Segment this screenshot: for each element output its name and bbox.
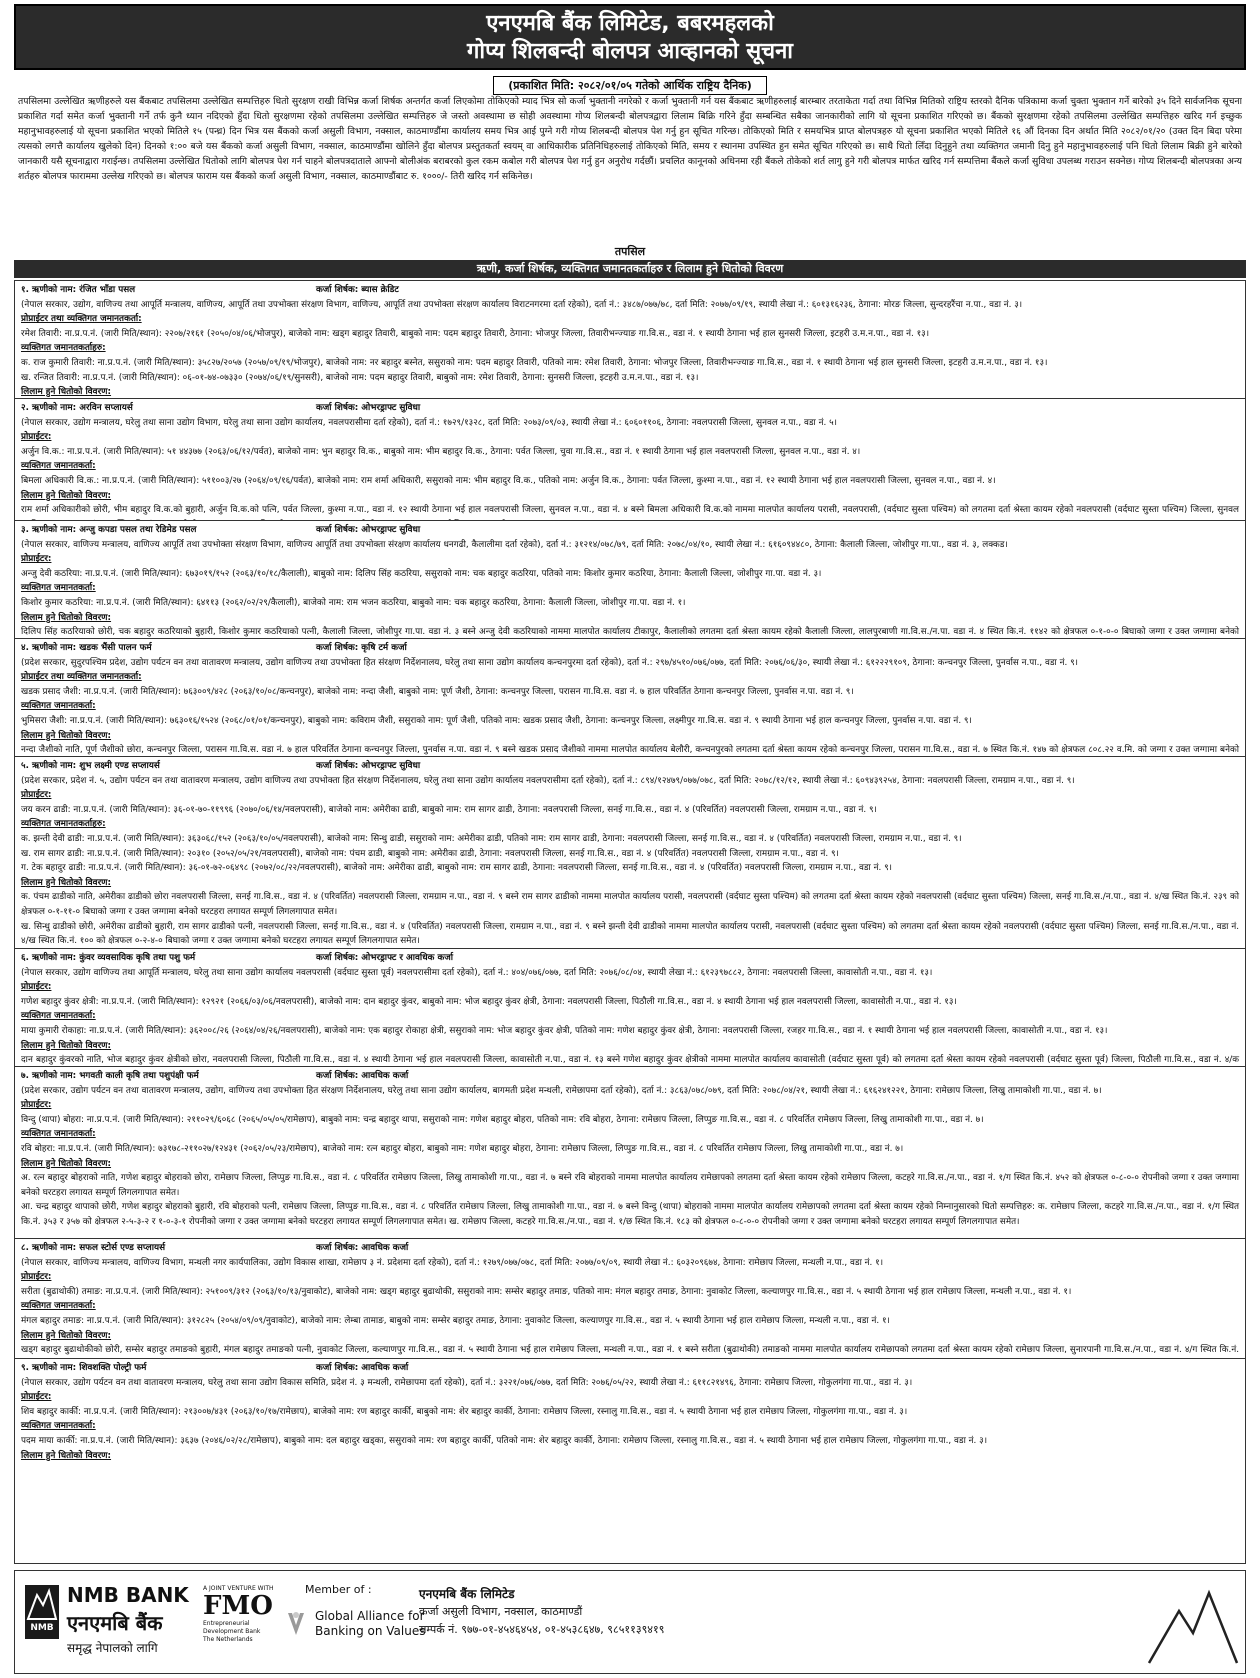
collateral-details: अ. रत्न बहादुर बोहराको नाति, गणेश बहादुर बोहराको छोरा, रामेछाप जिल्ला, लिप्पुङ गा.वि.स., वडा नं. ८ परिवर्तित रामेछाप जिल्ला, लिखु तामाकोशी गा.पा., वडा नं. ७ बस्ने रवि बोहराको नाममा मालपोत कार्यालय रामेछापको लगतमा दर्ता श्रेस्ता कायम रहेको रामेछाप जिल्ला, कटहरे गा.वि.स./न.पा., वडा नं. १/ग स्थित कि.नं. ४५२ को क्षेत्रफल ०-८-०-० रोपनीको जग्गा र उक्त जग्गामा बनेको घरटहरा लगायत सम्पूर्ण लिगलगापात समेत।: [21, 1173, 1239, 1198]
proprietor-details: अन्जु देवी कठरिया: ना.प्र.प.नं. (जारी मिति/स्थान): ६७३०१९/१५२ (२०६३/१०/१८/कैलाली), बाबुको नाम: दिलिप सिंह कठरिया, ससुराको नाम: चक बहादुर कठरिया, पतिको नाम: किशोर कुमार कठरिया, ठेगाना: कैलाली जिल्ला, जोशीपुर गा.पा. वडा नं. ३।: [21, 568, 822, 579]
collateral-label: लिलाम हुने धितोको विवरण:: [21, 1040, 112, 1051]
guarantor-label: व्यक्तिगत जमानतकर्ता:: [21, 1301, 96, 1312]
guarantor-details: ग. टेक बहादुर ढाडी: ना.प्र.प.नं. (जारी मिति/स्थान): ३६-०१-७२-०६४९८ (२०७२/०८/२२/नवलपरासी), बाजेको नाम: अमेरीका ढाडी, बाबुको नाम: राम सागर ढाडी, ठेगाना: नवलपरासी जिल्ला, सनई गा.वि.स., वडा नं. ४ (परिवर्तित) नवलपरासी जिल्ला, रामग्राम न.पा., वडा नं. ९।: [21, 863, 892, 874]
gabv-name: Global Alliance for Banking on Values: [315, 1609, 426, 1638]
entry-header: [21, 759, 1239, 774]
borrower-entry: [15, 757, 1245, 949]
loan-type: कर्जा शिर्षक: ओभरड्राफ्ट र आवधिक कर्जा: [316, 953, 453, 963]
proprietor-details: खडक प्रसाद जैशी: ना.प्र.प.नं. (जारी मिति/स्थान): ७६३००९/४२८ (२०६३/१०/०८/कन्चनपुर), बाजेको नाम: नन्दा जैशी, बाबुको नाम: पूर्ण जैशी, ठेगाना: कन्चनपुर जिल्ला, परासन गा.वि.स. वडा नं. ७ हाल परिवर्तित ठेगाना कन्चनपुर जिल्ला, पुनर्वास न.पा. वडा नं. ९।: [21, 686, 854, 697]
gabv-logo: [285, 1583, 425, 1663]
registration-details: (प्रदेश सरकार, प्रदेश नं. ५, उद्योग पर्यटन वन तथा वातावरण मन्त्रालय, उद्योग वाणिज्य तथा उपभोक्ता हित संरक्षण निर्देशनालय, घरेलु तथा साना उद्योग कार्यालय नवलपरासीमा दर्ता रहेको), दर्ता नं.: ८९४/१२४७९/०७७/०७८, दर्ता मिति: २०७८/१२/१२, स्थायी लेखा नं.: ६०९४३९२५४, ठेगाना: नवलपरासी जिल्ला, रामग्राम न.पा., वडा नं. ९।: [21, 775, 1075, 786]
intro-paragraph: तपसिलमा उल्लेखित ऋणीहरुले यस बैंकबाट तपसिलमा उल्लेखित सम्पत्तिहरु धितो सुरक्षण राखी विभिन्न कर्जा शिर्षक अन्तर्गत कर्जा लिएकोमा तोकिएको म्याद भित्र सो कर्जा भुक्तानी नगरेको र कर्जा भुक्तानी गर्न यस बैंकबाट ऋणीहरुलाई बारम्बार तरताकेता गर्दा तथा विभिन्न मितिको राष्ट्रिय स्तरको दैनिक पत्रिकामा कर्जा चुक्ता भुक्तान गर्ने बारेको ३५ दिने सार्वजनिक सूचना प्रकाशित गर्दा समेत कर्जा भुक्तानी गर्ने तर्फ कुनै ध्यान नदिएको हुँदा धितो सुरक्षणमा रहेको तपसिलमा उल्लेखित सम्पत्तिहरु जे जस्तो अवस्थामा छ सोही अवस्थामा गोप्य शिलबन्दी बोलपत्रद्वारा लिलाम बिक्रि गरिने हुँदा सम्बन्धित सबैका जानकारीको लागि यो सूचना प्रकाशित गरिएको छ। बैंकको सुरक्षणमा रहेको तपसिलमा उल्लेखित सम्पत्तिहरु खरिद गर्न इच्छुक महानुभावहरुलाई यो सूचना प्रकाशित भएको मितिले १५ (पन्ध्र) दिन भित्र यस बैंकको कर्जा असुली विभाग, नक्साल, काठमाण्डौंमा कार्यालय समय भित्र आई पुग्ने गरी गोप्य शिलबन्दी बोलपत्र पेश गर्नु हुन सूचित गरिन्छ। तोकिएको मिति र समयभित्र प्राप्त बोलपत्रहरु यो सूचना प्रकाशित भएको मितिले १६ औं दिनका दिन अर्थात मिति २०८२/०१/२० (उक्त दिन बिदा परेमा त्यसको लगत्तै कार्यालय खुलेको दिन) दिनको १:०० बजे यस बैंकको कर्जा असुली विभाग, नक्साल, काठमाण्डौंमा खोलिने हुँदा बोलपत्र प्रस्तुतकर्ता स्वयम् वा आधिकारीक प्रतिनिधिहरुलाई तोकिएको मिति, समय र स्थानमा उपस्थित हुन समेत सूचित गरिएको छ। साथै धितो लिँदा दिनुहुने तथा व्यक्तिगत जमानी दिनु हुने महानुभावहरुलाई पनि धितो लिलाम बिक्री हुने बारेको जानकारी यसै सूचनाद्वारा गराईन्छ। तपसिलमा उल्लेखित धितोको लागि बोलपत्र पेश गर्न चाहने बोलपत्रदाताले आफ्नो बोलीअंक बराबरको कुल रकम कबोल गरी बोलपत्र पेश गर्नु हुन अनुरोध गर्दछौं। प्रचलित कानूनको अधिनमा रही बैंकले तोकेको शर्त लागु हुने गरी बोलपत्र मार्फत खरिद गर्न सम्पत्तिमा बैंकले कर्जा सुविधा उपलब्ध गराउन सक्नेछ। गोप्य शिलबन्दी बोलपत्रका अन्य शर्तहरु बोलपत्र फाराममा उल्लेख गरिएको छ। बोलपत्र फाराम यस बैंकको कर्जा असुली विभाग, नक्साल, काठमाण्डौंबाट रु. १०००/- तिरी खरिद गर्न सकिनेछ।: [18, 96, 1242, 182]
collateral-details-2: ख. सिन्धु ढाडीको छोरी, अमेरीका ढाडीको बुहारी, राम सागर ढाडीको पत्नी, नवलपरासी जिल्ला, सनई गा.वि.स., वडा नं. ४ (परिवर्तित) नवलपरासी जिल्ला, रामग्राम न.पा., वडा नं. ९ बस्ने झन्ती देवी ढाडीको नाममा मालपोत कार्यालय परासी, नवलपरासी (वर्दघाट सुस्ता पश्चिम) को लगतमा दर्ता श्रेस्ता कायम रहेको नवलपरासी (वर्दघाट सुस्ता पश्चिम) जिल्ला, सनई गा.वि.स./न.पा., वडा नं. ४/ख स्थित कि.नं. १०० को क्षेत्रफल ०-२-४-० बिघाको जग्गा र उक्त जग्गामा बनेको घरटहरा लगायत सम्पूर्ण लिगलगापात समेत।: [21, 921, 1239, 947]
collateral-details: खड्ग बहादुर बुढाथोकीको छोरी, सम्सेर बहादुर तमाङको बुहारी, मंगल बहादुर तमाङको पत्नी, नुवाकोट जिल्ला, कल्याणपुर गा.वि.स., वडा नं. ५ स्थायी ठेगाना भई हाल रामेछाप जिल्ला, मन्थली न.पा., वडा नं. १ बस्ने सरीता (बुढाथोकी) तमाङको नाममा मालपोत कार्यालय रामेछापको लगतमा दर्ता श्रेस्ता कायम रहेको रामेछाप जिल्ला, सुनारपानी गा.वि.स./न.पा., वडा नं. ४/ग स्थित कि.नं.: [21, 1345, 1239, 1356]
notice-page: [14, 0, 1246, 1678]
notice-title-line2: गोप्य शिलबन्दी बोलपत्र आव्हानको सूचना: [466, 39, 793, 64]
borrower-entry: [15, 949, 1245, 1067]
entry-header: [21, 1241, 1239, 1256]
publication-date: [14, 74, 1246, 95]
proprietor-label: प्रोप्राईटर:: [21, 1392, 52, 1403]
proprietor-label: प्रोप्राईटर तथा व्यक्तिगत जमानतकर्ता:: [21, 314, 142, 325]
publication-date-text: (प्रकाशित मिति: २०८२/०१/०५ गतेको आर्थिक राष्ट्रिय दैनिक): [493, 76, 767, 95]
borrower-entry: [15, 1067, 1245, 1239]
borrower-entry: [15, 521, 1245, 639]
proprietor-label: प्रोप्राईटर:: [21, 554, 52, 565]
guarantor-details: मंगल बहादुर तमाङ: ना.प्र.प.नं. (जारी मिति/स्थान): ३१२८२५ (२०५४/०९/०९/नुवाकोट), बाजेको नाम: लेम्बा तामाङ, बाबुको नाम: सम्सेर बहादुर तमाङ, ठेगाना: नुवाकोट जिल्ला, कल्याणपुर गा.वि.स., वडा नं. ५ स्थायी ठेगाना भई हाल रामेछाप जिल्ला, मन्थली न.पा., वडा नं. १।: [21, 1315, 890, 1326]
footer: [14, 1570, 1246, 1674]
collateral-label: लिलाम हुने धितोको विवरण:: [21, 1158, 112, 1169]
mountain-decoration-icon: [1147, 1589, 1239, 1667]
contact-department: कर्जा असुली विभाग, नक्साल, काठमाण्डौं: [419, 1605, 583, 1618]
registration-details: (नेपाल सरकार, उद्योग मन्त्रालय, घरेलु तथा साना उद्योग विभाग, घरेलु तथा साना उद्योग कार्यालय, नवलपरासीमा दर्ता रहेको), दर्ता नं.: १७२९/१३२८, दर्ता मिति: २०७३/०९/०३, स्थायी लेखा नं.: ६०६०११०६, ठेगाना: नवलपरासी जिल्ला, सुनवल न.पा., वडा नं. ५।: [21, 417, 837, 428]
guarantor-label: व्यक्तिगत जमानतकर्ता:: [21, 1011, 96, 1022]
guarantor-label: व्यक्तिगत जमानतकर्ता:: [21, 583, 96, 594]
proprietor-details: जय करन ढाडी: ना.प्र.प.नं. (जारी मिति/स्थान): ३६-०१-७०-११९९६ (२०७०/०६/१४/नवलपरासी), बाजेको नाम: अमेरीका ढाडी, बाबुको नाम: राम सागर ढाडी, ठेगाना: नवलपरासी जिल्ला, सनई गा.वि.स., वडा नं. ४ (परिवर्तित) नवलपरासी जिल्ला, रामग्राम न.पा., वडा नं. ९।: [21, 804, 877, 815]
fmo-joint-venture-label: A JOINT VENTURE WITH: [203, 1585, 274, 1592]
registration-details: (नेपाल सरकार, उद्योग, वाणिज्य तथा आपूर्ति मन्त्रालय, वाणिज्य, आपूर्ति तथा उपभोक्ता संरक्षण विभाग, वाणिज्य, आपूर्ति तथा उपभोक्ता संरक्षण कार्यालय विराटनगरमा दर्ता रहेको), दर्ता नं.: ३४८७/०७७/७८, दर्ता मिति: २०७७/०९/१९, स्थायी लेखा नं.: ६०१३१६२३६, ठेगाना: मोरङ जिल्ला, सुन्दरहरैंचा न.पा., वडा नं. ३।: [21, 299, 1023, 310]
guarantor-label: व्यक्तिगत जमानतकर्ता:: [21, 701, 96, 712]
guarantor-label: व्यक्तिगत जमानतकर्ता:: [21, 1421, 96, 1432]
loan-type: कर्जा शिर्षक: आवधिक कर्जा: [316, 1243, 409, 1253]
collateral-details: दान बहादुर कुंवरको नाति, भोज बहादुर कुंवर क्षेत्रीको छोरा, नवलपरासी जिल्ला, पिठौली गा.वि.स., वडा नं. ४ स्थायी ठेगाना भई हाल नवलपरासी जिल्ला, कावासोती न.पा., वडा नं. १३ बस्ने गणेश बहादुर कुंवर क्षेत्रीको नाममा मालपोत कार्यालय कावासोती (वर्दघाट सुस्ता पूर्व) को लगतमा दर्ता श्रेस्ता कायम रहेको नवलपरासी (वर्दघाट सुस्ता पूर्व) जिल्ला, पिठौली गा.वि.स., वडा नं. ४/क: [21, 1055, 1239, 1066]
borrower-entry: [15, 1359, 1245, 1463]
borrower-entry: [15, 399, 1245, 521]
guarantor-details: क. राज कुमारी तिवारी: ना.प्र.प.नं. (जारी मिति/स्थान): ३५८२७/२०५७ (२०५७/०९/१९/भोजपुर), बाजेको नाम: नर बहादुर बस्नेत, ससुराको नाम: पदम बहादुर तिवारी, पतिको नाम: रमेश तिवारी, ठेगाना: भोजपुर जिल्ला, तिवारीभन्ज्याङ गा.वि.स., वडा नं. १ स्थायी ठेगाना भई हाल सुनसरी जिल्ला, इटहरी उ.म.न.पा., वडा नं. १३।: [21, 357, 1048, 368]
collateral-label: लिलाम हुने धितोको विवरण:: [21, 1450, 112, 1461]
guarantor-details: ख. राम सागर ढाडी: ना.प्र.प.नं. (जारी मिति/स्थान): २०३१० (२०५२/०५/२१/नवलपरासी), बाजेको नाम: पंचम ढाडी, बाबुको नाम: अमेरीका ढाडी, ठेगाना: नवलपरासी जिल्ला, सनई गा.वि.स., वडा नं. ४ (परिवर्तित) नवलपरासी जिल्ला, रामग्राम न.पा., वडा नं. ९।: [21, 848, 839, 859]
borrower-name: ५. ऋणीको नाम: शुभ लक्ष्मी एण्ड सप्लायर्स: [21, 761, 160, 771]
borrower-entry: [15, 639, 1245, 757]
collateral-label: लिलाम हुने धितोको विवरण:: [21, 877, 112, 888]
borrower-name: ९. ऋणीको नाम: शिवशक्ति पोल्ट्री फर्म: [21, 1363, 147, 1373]
entry-header: [21, 283, 1239, 298]
nmb-bank-logo: [25, 1581, 189, 1661]
loan-type: कर्जा शिर्षक: ओभरड्राफ्ट सुविधा: [316, 403, 421, 413]
loan-type: कर्जा शिर्षक: ब्यास क्रेडिट: [316, 285, 399, 295]
borrower-name: १. ऋणीको नाम: रंजित भाँडा पसल: [21, 285, 136, 295]
borrower-entry: [15, 1239, 1245, 1359]
guarantor-label: व्यक्तिगत जमानतकर्ता:: [21, 1129, 96, 1140]
proprietor-label: प्रोप्राईटर:: [21, 1272, 52, 1283]
nmb-bank-name-nepali: एनएमबि बैंक: [67, 1611, 163, 1635]
entry-header: [21, 1361, 1239, 1376]
collateral-details-2: आ. चन्द्र बहादुर थापाको छोरी, गणेश बहादुर बोहराको बुहारी, रवि बोहराको पत्नी, रामेछाप जिल्ला, लिप्पुङ गा.वि.स., वडा नं. ८ परिवर्तित रामेछाप जिल्ला, लिखु तामाकोशी गा.पा., वडा नं. ७ बस्ने विन्दु (थापा) बोहराको नाममा मालपोत कार्यालय रामेछापको लगतमा दर्ता श्रेस्ता कायम रहेको निम्नानुसारको धितो सम्पत्तिहरु: क. रामेछाप जिल्ला, कटहरे गा.वि.स./न.पा., वडा नं. १/ग स्थित कि.नं. ३५३ र ३५७ को क्षेत्रफल २-५-३-२ र १-०-३-१ रोपनीको जग्गा र उक्त जग्गामा बनेको घरटहरा लगायत सम्पूर्ण लिगलगापात समेत। ख. रामेछाप जिल्ला, कटहरे गा.वि.स./न.पा., वडा नं. १/छ स्थित कि.नं. १८३ को क्षेत्रफल ०-८-०-० रोपनीको जग्गा र उक्त जग्गामा बनेको घरटहरा लगायत सम्पूर्ण लिगलगापात समेत।: [21, 1202, 1239, 1227]
loan-type: कर्जा शिर्षक: ओभरड्राफ्ट सुविधा: [316, 761, 421, 771]
entry-header: [21, 641, 1239, 656]
registration-details: (नेपाल सरकार, उद्योग पर्यटन वन तथा वातावरण मन्त्रालय, घरेलु तथा साना उद्योग विकास समिति, प्रदेश नं. ३ मन्थली, रामेछापमा दर्ता रहेको), दर्ता नं.: ३२२१/०७६/०७७, दर्ता मिति: २०७६/०५/२२, स्थायी लेखा नं.: ६११८२१४९६, ठेगाना: रामेछाप जिल्ला, गोकुलगंगा गा.पा., वडा नं. ३।: [21, 1377, 913, 1388]
borrower-entry: [15, 281, 1245, 399]
gabv-leaf-icon: [285, 1609, 307, 1639]
guarantor-label: व्यक्तिगत जमानतकर्ताहरु:: [21, 819, 106, 830]
entry-header: [21, 1069, 1239, 1084]
nmb-mountain-mark-icon: [25, 1585, 59, 1621]
collateral-label: लिलाम हुने धितोको विवरण:: [21, 387, 112, 398]
nmb-logo-icon: NMB: [25, 1585, 59, 1639]
collateral-label: लिलाम हुने धितोको विवरण:: [21, 490, 112, 501]
fmo-name: FMO: [203, 1591, 273, 1621]
proprietor-details: अर्जुन वि.क.: ना.प्र.प.नं. (जारी मिति/स्थान): ५१ ४४३७७ (२०६३/०६/१२/पर्वत), बाजेको नाम: भुन बहादुर वि.क., बाबुको नाम: भीम बहादुर वि.क., ठेगाना: पर्वत जिल्ला, चुवा गा.वि.स., वडा नं. १ स्थायी ठेगाना भई हाल नवलपरासी जिल्ला, सुनवल न.पा., वडा नं. ४।: [21, 446, 861, 457]
guarantor-details: माया कुमारी रोकाहा: ना.प्र.प.नं. (जारी मिति/स्थान): ३६२००८/२६ (२०६४/०४/२६/नवलपरासी), बाजेको नाम: एक बहादुर रोकाहा क्षेत्री, ससुराको नाम: भोज बहादुर कुंवर क्षेत्री, पतिको नाम: गणेश बहादुर कुंवर क्षेत्री, ठेगाना: नवलपरासी जिल्ला, रजहर गा.वि.स., वडा नं. १ स्थायी ठेगाना भई हाल नवलपरासी जिल्ला, कावासोती न.पा., वडा नं. १३।: [21, 1025, 1108, 1036]
collateral-label: लिलाम हुने धितोको विवरण:: [21, 730, 112, 741]
registration-details: (नेपाल सरकार, वाणिज्य मन्त्रालय, वाणिज्य आपूर्ति तथा उपभोक्ता संरक्षण विभाग, वाणिज्य आपूर्ति तथा उपभोक्ता संरक्षण कार्यालय धनगढी, कैलालीमा दर्ता रहेको), दर्ता नं.: ३१२१४/०७८/७९, दर्ता मिति: २०७८/०४/१०, स्थायी लेखा नं.: ६१६०९४४८०, ठेगाना: कैलाली जिल्ला, जोशीपुर गा.पा., वडा नं. ३, लक्कड।: [21, 539, 1008, 550]
entry-header: [21, 523, 1239, 538]
collateral-details: राम शर्मा अधिकारीको छोरी, भीम बहादुर वि.क.को बुहारी, अर्जुन वि.क.को पत्नि, पर्वत जिल्ला, कुश्मा न.पा., वडा नं. १२ स्थायी ठेगाना भई हाल नवलपरासी जिल्ला, सुनवल न.पा., वडा नं. ४ बस्ने बिमला अधिकारी वि.क.को नाममा मालपोत कार्यालय परासी, नवलपरासी, (वर्दघाट सुस्ता पश्चिम) को लगतमा दर्ता श्रेस्ता कायम रहेको नवलपरासी (वर्दघाट सुस्ता पश्चिम) जिल्ला, सुनवल: [21, 505, 1239, 516]
proprietor-label: प्रोप्राईटर:: [21, 432, 52, 443]
registration-details: (नेपाल सरकार, उद्योग वाणिज्य तथा आपूर्ति मन्त्रालय, घरेलु तथा साना उद्योग कार्यालय नवलपरासी (वर्दघाट सुस्ता पूर्व) नवलपरासीमा दर्ता रहेको), दर्ता नं.: ४०४/०७६/०७७, दर्ता मिति: २०७६/०८/०४, स्थायी लेखा नं.: ६१२३९७८८२, ठेगाना: नवलपरासी जिल्ला, कावासोती न.पा., वडा नं. १३।: [21, 967, 933, 978]
proprietor-label: प्रोप्राईटर:: [21, 1100, 52, 1111]
contact-block: [419, 1585, 739, 1639]
loan-type: कर्जा शिर्षक: आवधिक कर्जा: [316, 1071, 409, 1081]
entry-header: [21, 951, 1239, 966]
notice-title-block: [14, 4, 1246, 70]
borrower-name: ६. ऋणीको नाम: कुंवर व्यवसायिक कृषि तथा पशु फर्म: [21, 953, 196, 963]
proprietor-label: प्रोप्राईटर:: [21, 982, 52, 993]
borrower-entries: [14, 280, 1246, 1564]
guarantor-details: ख. रन्जित तिवारी: ना.प्र.प.नं. (जारी मिति/स्थान): ०६-०१-७४-०७३३० (२०७४/०६/१९/सुनसरी), बाजेको नाम: पदम बहादुर तिवारी, बाबुको नाम: रमेश तिवारी, ठेगाना: सुनसरी जिल्ला, इटहरी उ.म.न.पा., वडा नं. १३।: [21, 372, 699, 383]
contact-bank-name: एनएमबि बैंक लिमिटेड: [419, 1587, 515, 1601]
tapsil-heading: तपसिल: [614, 245, 646, 258]
guarantor-details: रवि बोहरा: ना.प्र.प.नं. (जारी मिति/स्थान): ७३१७८-२११०२७/१२४३१ (२०६२/०५/२३/रामेछाप), बाजेको नाम: रत्न बहादुर बोहरा, बाबुको नाम: गणेश बहादुर बोहरा, ठेगाना: रामेछाप जिल्ला, लिप्पुङ गा.वि.स., वडा नं. ८ परिवर्तित रामेछाप जिल्ला, लिखु तामाकोशी गा.पा., वडा नं. ७।: [21, 1143, 904, 1154]
loan-type: कर्जा शिर्षक: आवधिक कर्जा: [316, 1363, 409, 1373]
borrower-name: ८. ऋणीको नाम: सफल स्टोर्स एण्ड सप्लायर्स: [21, 1243, 166, 1253]
guarantor-details: पदम माया कार्की: ना.प्र.प.नं. (जारी मिति/स्थान): ३६३७ (२०४६/०२/२८/रामेछाप), बाबुको नाम: दल बहादुर खड्का, ससुराको नाम: रण बहादुर कार्की, पतिको नाम: शेर बहादुर कार्की, ठेगाना: रामेछाप जिल्ला, रस्नालु गा.वि.स., वडा नं. ५ स्थायी ठेगाना भई हाल रामेछाप जिल्ला, गोकुलगंगा गा.पा., वडा नं. ३।: [21, 1435, 988, 1446]
collateral-label: लिलाम हुने धितोको विवरण:: [21, 1330, 112, 1341]
proprietor-label: प्रोप्राईटर तथा व्यक्तिगत जमानतकर्ता:: [21, 672, 142, 683]
proprietor-details: विन्दु (थापा) बोहरा: ना.प्र.प.नं. (जारी मिति/स्थान): २११०२९/६०६८ (२०६५/०५/०५/रामेछाप), बाबुको नाम: चन्द्र बहादुर थापा, ससुराको नाम: गणेश बहादुर बोहरा, पतिको नाम: रवि बोहरा, ठेगाना: रामेछाप जिल्ला, लिप्पुङ गा.वि.स., वडा नं. ८ परिवर्तित रामेछाप जिल्ला, लिखु तामाकोशी गा.पा., वडा नं. ७।: [21, 1114, 984, 1125]
guarantor-details: भुमिसरा जैशी: ना.प्र.प.नं. (जारी मिति/स्थान): ७६३०१६/१५२४ (२०६८/०१/०१/कन्चनपुर), बाबुको नाम: कविराम जैशी, ससुराको नाम: पूर्ण जैशी, पतिको नाम: खडक प्रसाद जैशी, ठेगाना: कन्चनपुर जिल्ला, लक्ष्मीपुर गा.वि.स. वडा नं. ९ स्थायी ठेगाना भई हाल कन्चनपुर जिल्ला, पुनर्वास न.पा. वडा नं. ९।: [21, 715, 972, 726]
collateral-details: नन्दा जैशीको नाति, पूर्ण जैशीको छोरा, कन्चनपुर जिल्ला, परासन गा.वि.स. वडा नं. ७ हाल परिवर्तित ठेगाना कन्चनपुर जिल्ला, पुनर्वास न.पा. वडा नं. ९ बस्ने खडक प्रसाद जैशीको नाममा मालपोत कार्यालय बेलौरी, कन्चनपुरको लगतमा दर्ता श्रेस्ता कायम रहेको कन्चनपुर जिल्ला, परासन गा.वि.स., वडा नं. ७ स्थित कि.नं. १४७ को क्षेत्रफल ८०८.२२ व.मि. को जग्गा र उक्त जग्गामा बनेको: [21, 745, 1239, 756]
collateral-details: दिलिप सिंह कठरियाको छोरी, चक बहादुर कठरियाको बुहारी, किशोर कुमार कठरियाको पत्नी, कैलाली जिल्ला, जोशीपुर गा.पा. वडा नं. ३ बस्ने अन्जु देवी कठरियाको नाममा मालपोत कार्यालय टीकापुर, कैलालीको लगतमा दर्ता श्रेस्ता कायम रहेको कैलाली जिल्ला, लालपुरबाणी गा.वि.स./न.पा. वडा नं. ४ स्थित कि.नं. ११४२ को क्षेत्रफल ०-१-०-० बिघाको जग्गा र उक्त जग्गामा बनेको: [21, 627, 1239, 638]
proprietor-details: सरीता (बुढाथोकी) तमाङ: ना.प्र.प.नं. (जारी मिति/स्थान): २५१००९/३१२ (२०६३/१०/१३/नुवाकोट), बाजेको नाम: खड्ग बहादुर बुढाथोकी, ससुराको नाम: सम्सेर बहादुर तमाङ, पतिको नाम: मंगल बहादुर तमाङ, ठेगाना: नुवाकोट जिल्ला, कल्याणपुर गा.वि.स., वडा नं. ५ स्थायी ठेगाना भई हाल रामेछाप जिल्ला, मन्थली न.पा., वडा नं. १।: [21, 1286, 1072, 1297]
fmo-logo: [203, 1585, 283, 1665]
details-table-title: ऋणी, कर्जा शिर्षक, व्यक्तिगत जमानतकर्ताहरु र लिलाम हुने धितोको विवरण: [14, 260, 1246, 278]
loan-type: कर्जा शिर्षक: कृषि टर्म कर्जा: [316, 643, 407, 653]
borrower-name: २. ऋणीको नाम: अरविन सप्लायर्स: [21, 403, 133, 413]
nmb-bank-name: NMB BANK: [67, 1583, 189, 1607]
collateral-label: लिलाम हुने धितोको विवरण:: [21, 612, 112, 623]
guarantor-details: बिमला अधिकारी वि.क.: ना.प्र.प.नं. (जारी मिति/स्थान): ५११००३/२७ (२०६४/०९/१६/पर्वत), बाजेको नाम: राम शर्मा अधिकारी, ससुराको नाम: भीम बहादुर वि.क., पतिको नाम: अर्जुन वि.क., ठेगाना: पर्वत जिल्ला, कुश्मा न.पा., वडा नं. १२ स्थायी ठेगाना भई हाल नवलपरासी जिल्ला, सुनवल न.पा., वडा नं. ४।: [21, 475, 996, 486]
contact-phone: सम्पर्क नं. ९७७-०१-४५४६४५४, ०१-४५३८६४७, ९८५११३९४१९: [419, 1623, 665, 1636]
member-of-label: Member of :: [305, 1583, 372, 1596]
proprietor-label: प्रोप्राईटर:: [21, 790, 52, 801]
notice-title-line1: एनएमबि बैंक लिमिटेड, बबरमहलको: [486, 11, 774, 36]
borrower-name: ३. ऋणीको नाम: अन्जु कपडा पसल तथा रेडिमेड पसल: [21, 525, 197, 535]
loan-type: कर्जा शिर्षक: ओभरड्राफ्ट सुविधा: [316, 525, 421, 535]
entry-header: [21, 401, 1239, 416]
proprietor-details: गणेश बहादुर कुंवर क्षेत्री: ना.प्र.प.नं. (जारी मिति/स्थान): १२९२१ (२०६६/०३/०६/नवलपरासी), बाजेको नाम: दान बहादुर कुंवर, बाबुको नाम: भोज बहादुर कुंवर क्षेत्री, ठेगाना: नवलपरासी जिल्ला, पिठौली गा.वि.स., वडा नं. ४ स्थायी ठेगाना भई हाल नवलपरासी जिल्ला, कावासोती न.पा., वडा नं. १३।: [21, 996, 957, 1007]
proprietor-details: शिव बहादुर कार्की: ना.प्र.प.नं. (जारी मिति/स्थान): २१३००७/४३१ (२०६३/१०/१७/रामेछाप), बाजेको नाम: रण बहादुर कार्की, बाबुको नाम: शेर बहादुर कार्की, ठेगाना: रामेछाप जिल्ला, रस्नालु गा.वि.स., वडा नं. ५ स्थायी ठेगाना भई हाल रामेछाप जिल्ला, गोकुलगंगा गा.पा., वडा नं. ३।: [21, 1406, 908, 1417]
registration-details: (प्रदेश सरकार, उद्योग पर्यटन वन तथा वातावरण मन्त्रालय, उद्योग, वाणिज्य तथा उपभोक्ता हित संरक्षण निर्देशनालय, घरेलु तथा साना उद्योग कार्यालय, बागमती प्रदेश मन्थली, रामेछापमा दर्ता रहेको), दर्ता नं.: ३८६३/०७८/०७९, दर्ता मिति: २०७८/०४/२१, स्थायी लेखा नं.: ६१६२४१२२१, ठेगाना: रामेछाप जिल्ला, लिखु तामाकोशी गा.पा., वडा नं. ७।: [21, 1085, 1102, 1096]
guarantor-details: किशोर कुमार कठरिया: ना.प्र.प.नं. (जारी मिति/स्थान): ६४११३ (२०६२/०२/२९/कैलाली), बाजेको नाम: राम भजन कठरिया, बाबुको नाम: चक बहादुर कठरिया, ठेगाना: कैलाली जिल्ला, जोशीपुर गा.पा. वडा नं. १।: [21, 597, 686, 608]
fmo-subtitle: Entrepreneurial Development Bank The Netherlands: [203, 1620, 261, 1643]
guarantor-details: क. झन्ती देवी ढाडी: ना.प्र.प.नं. (जारी मिति/स्थान): ३६३०६८/१५२ (२०६३/१०/०५/नवलपरासी), बाजेको नाम: सिन्धु ढाडी, ससुराको नाम: अमेरीका ढाडी, पतिको नाम: राम सागर ढाडी, ठेगाना: नवलपरासी जिल्ला, सनई गा.वि.स., वडा नं. ४ (परिवर्तित) नवलपरासी जिल्ला, रामग्राम न.पा., वडा नं. ९।: [21, 833, 962, 844]
registration-details: (नेपाल सरकार, वाणिज्य मन्त्रालय, वाणिज्य विभाग, मन्थली नगर कार्यपालिका, उद्योग विकास शाखा, रामेछाप ३ नं. प्रदेशमा दर्ता रहेको), दर्ता नं.: १२७९/०७७/०७८, दर्ता मिति: २०७७/०९/०९, स्थायी लेखा नं.: ६०३२०९६७४, ठेगाना: रामेछाप जिल्ला, मन्थली न.पा., वडा नं. १।: [21, 1257, 884, 1268]
borrower-name: ४. ऋणीको नाम: खडक भैंसी पालन फर्म: [21, 643, 152, 653]
guarantor-label: व्यक्तिगत जमानतकर्ता:: [21, 461, 96, 472]
collateral-details: क. पंचम ढाडीको नाति, अमेरीका ढाडीको छोरा नवलपरासी जिल्ला, सनई गा.वि.स., वडा नं. ४ (परिवर्तित) नवलपरासी जिल्ला, रामग्राम न.पा., वडा नं. ९ बस्ने राम सागर ढाडीको नाममा मालपोत कार्यालय परासी, नवलपरासी (वर्दघाट सुस्ता पश्चिम) को लगतमा दर्ता श्रेस्ता कायम रहेको नवलपरासी (वर्दघाट सुस्ता पश्चिम) जिल्ला, सनई गा.वि.स./न.पा., वडा नं. ४/ख स्थित कि.नं. २३९ को क्षेत्रफल ०-१-११-० बिघाको जग्गा र उक्त जग्गामा बनेको घरटहरा लगायत सम्पूर्ण लिगलगापात समेत।: [21, 892, 1239, 917]
guarantor-label: व्यक्तिगत जमानतकर्ताहरु:: [21, 343, 106, 354]
nmb-bank-slogan: समृद्ध नेपालको लागि: [67, 1641, 158, 1655]
registration-details: (प्रदेश सरकार, सुदुरपश्चिम प्रदेश, उद्योग पर्यटन वन तथा वातावरण मन्त्रालय, उद्योग वाणिज्य तथा उपभोक्ता हित संरक्षण निर्देशनालय, घरेलु तथा साना उद्योग कार्यालय कन्चनपुरमा दर्ता रहेको), दर्ता नं.: २९७/४५१०/०७६/०७७, दर्ता मिति: २०७६/०६/३०, स्थायी लेखा नं.: ६१२२२९१०९, ठेगाना: कन्चनपुर जिल्ला, पुनर्वास न.पा., वडा नं. ९।: [21, 657, 1079, 668]
proprietor-details: रमेश तिवारी: ना.प्र.प.नं. (जारी मिति/स्थान): २२०७/२१६१ (२०५०/०४/०६/भोजपुर), बाजेको नाम: खड्ग बहादुर तिवारी, बाबुको नाम: पदम बहादुर तिवारी, ठेगाना: भोजपुर जिल्ला, तिवारीभन्ज्याङ गा.वि.स., वडा नं. १ स्थायी ठेगाना भई हाल सुनसरी जिल्ला, इटहरी उ.म.न.पा., वडा नं. १३।: [21, 328, 930, 339]
borrower-name: ७. ऋणीको नाम: भगवती काली कृषि तथा पशुपंक्षी फर्म: [21, 1071, 199, 1081]
